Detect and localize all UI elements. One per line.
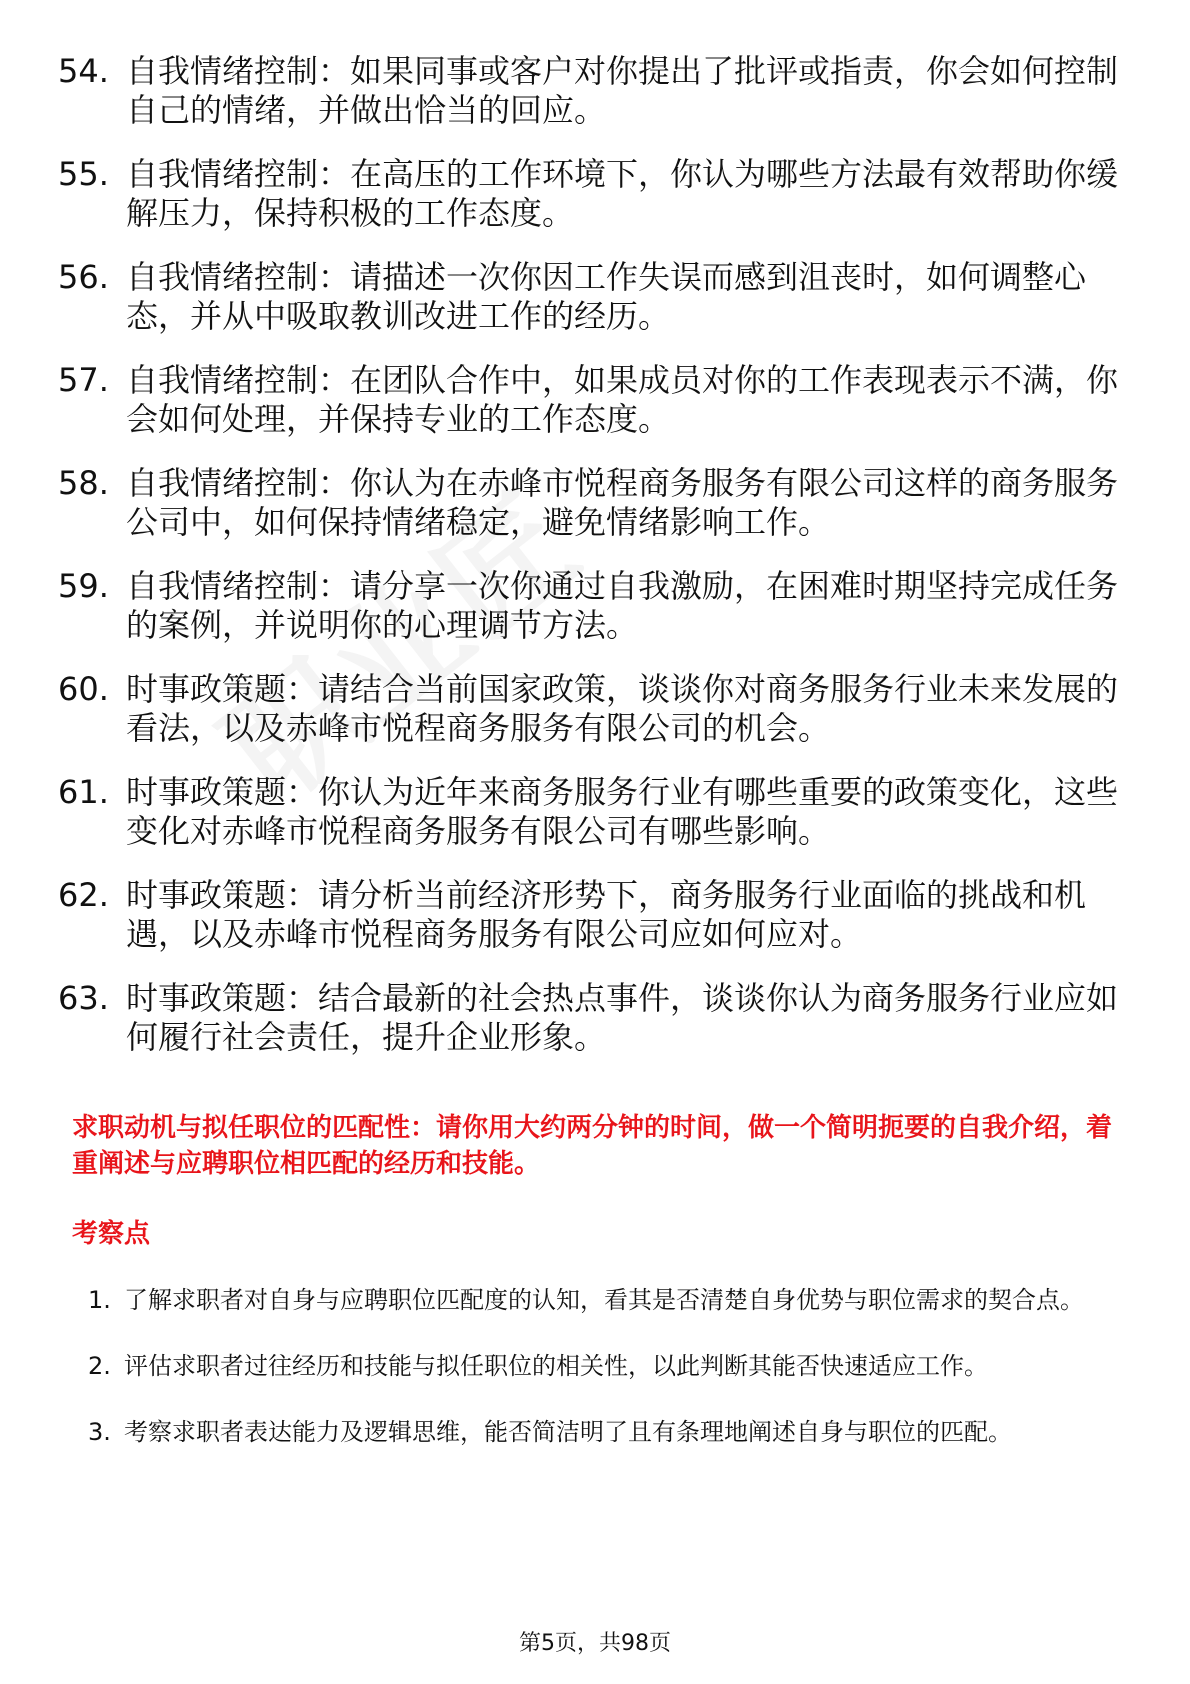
section-title: 求职动机与拟任职位的匹配性：请你用大约两分钟的时间，做一个简明扼要的自我介绍，着重阐述与应聘职位相匹配的经历和技能。 <box>72 1113 1113 1179</box>
page-footer: 第5页，共98页 <box>519 1631 671 1656</box>
question-item <box>58 876 1118 954</box>
question-text: 时事政策题：你认为近年来商务服务行业有哪些重要的政策变化，这些变化对赤峰市悦程商务服务有限公司有哪些影响。 <box>126 773 1119 850</box>
question-item <box>58 464 1118 542</box>
question-text: 自我情绪控制：在团队合作中，如果成员对你的工作表现表示不满，你会如何处理，并保持专业的工作态度。 <box>126 361 1119 438</box>
point-text: 评估求职者过往经历和技能与拟任职位的相关性，以此判断其能否快速适应工作。 <box>124 1352 988 1380</box>
question-number: 60. <box>58 670 109 708</box>
question-item <box>58 773 1118 851</box>
question-item <box>58 670 1118 748</box>
assessment-point <box>88 1272 1128 1328</box>
question-text: 自我情绪控制：你认为在赤峰市悦程商务服务有限公司这样的商务服务公司中，如何保持情绪稳定，避免情绪影响工作。 <box>126 464 1119 541</box>
question-number: 58. <box>58 464 109 502</box>
point-number: 3. <box>88 1418 111 1446</box>
question-text: 自我情绪控制：在高压的工作环境下，你认为哪些方法最有效帮助你缓解压力，保持积极的工作态度。 <box>126 155 1119 232</box>
assessment-points-heading: 考察点 <box>72 1219 151 1249</box>
point-text: 了解求职者对自身与应聘职位匹配度的认知，看其是否清楚自身优势与职位需求的契合点。 <box>124 1286 1084 1314</box>
question-list <box>58 52 1118 1082</box>
question-number: 56. <box>58 258 109 296</box>
point-text: 考察求职者表达能力及逻辑思维，能否简洁明了且有条理地阐述自身与职位的匹配。 <box>124 1418 1012 1446</box>
question-text: 自我情绪控制：请描述一次你因工作失误而感到沮丧时，如何调整心态，并从中吸取教训改进工作的经历。 <box>126 258 1087 335</box>
question-item <box>58 979 1118 1057</box>
question-item <box>58 155 1118 233</box>
question-item <box>58 567 1118 645</box>
assessment-point <box>88 1338 1128 1394</box>
question-number: 55. <box>58 155 109 193</box>
assessment-point-list <box>88 1272 1128 1470</box>
question-text: 时事政策题：请结合当前国家政策，谈谈你对商务服务行业未来发展的看法，以及赤峰市悦程商务服务有限公司的机会。 <box>126 670 1119 747</box>
question-item <box>58 361 1118 439</box>
point-number: 2. <box>88 1352 111 1380</box>
question-number: 57. <box>58 361 109 399</box>
question-number: 62. <box>58 876 109 914</box>
question-number: 63. <box>58 979 109 1017</box>
question-item <box>58 258 1118 336</box>
question-number: 54. <box>58 52 109 90</box>
question-text: 自我情绪控制：请分享一次你通过自我激励，在困难时期坚持完成任务的案例，并说明你的心理调节方法。 <box>126 567 1119 644</box>
question-text: 时事政策题：结合最新的社会热点事件，谈谈你认为商务服务行业应如何履行社会责任，提升企业形象。 <box>126 979 1119 1056</box>
question-number: 61. <box>58 773 109 811</box>
assessment-point <box>88 1404 1128 1460</box>
point-number: 1. <box>88 1286 111 1314</box>
question-number: 59. <box>58 567 109 605</box>
question-item <box>58 52 1118 130</box>
question-text: 时事政策题：请分析当前经济形势下，商务服务行业面临的挑战和机遇，以及赤峰市悦程商务服务有限公司应如何应对。 <box>126 876 1087 953</box>
question-text: 自我情绪控制：如果同事或客户对你提出了批评或指责，你会如何控制自己的情绪，并做出恰当的回应。 <box>126 52 1119 129</box>
